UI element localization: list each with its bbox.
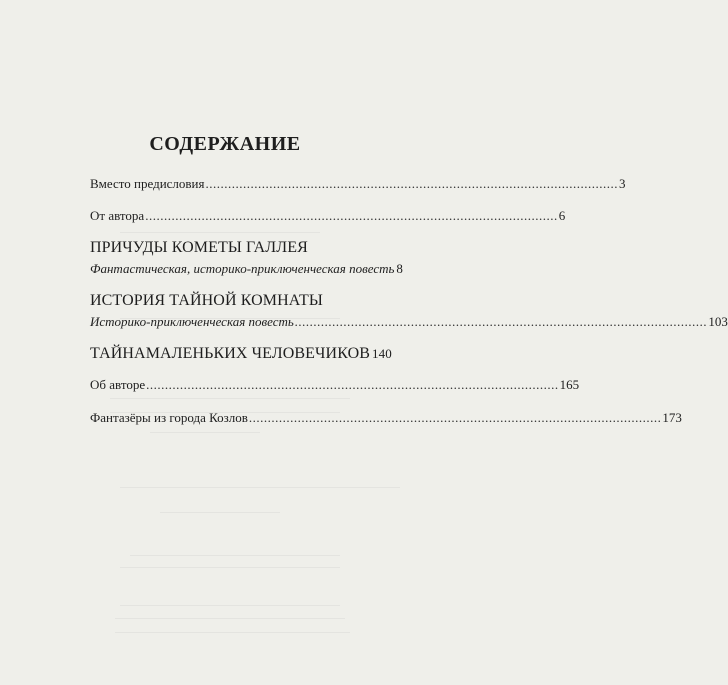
toc-entry-label: Об авторе [90, 377, 146, 392]
toc-entry-label: Фантазёры из города Козлов [90, 410, 248, 425]
toc-entry-label: От автора [90, 208, 145, 223]
page-title: СОДЕРЖАНИЕ [149, 133, 301, 155]
dot-leader: .............................................................................................................. [248, 410, 662, 425]
toc-page-number: 6 [558, 208, 566, 223]
toc-page-number: 173 [662, 410, 682, 425]
toc-entry-label: Вместо предисловия [90, 176, 205, 191]
toc-section-heading: ПРИЧУДЫ КОМЕТЫ ГАЛЛЕЯ [90, 239, 308, 256]
toc-page-number: 3 [618, 176, 626, 191]
toc-entry-subtitle: Историко-приключенческая повесть [90, 314, 294, 329]
toc-page-number: 8 [396, 261, 403, 276]
dot-leader: .............................................................................................................. [145, 208, 558, 223]
toc-section-heading: ТАЙНАМАЛЕНЬКИХ ЧЕЛОВЕЧИКОВ [90, 345, 370, 362]
toc-entry-dreamers [90, 410, 682, 426]
toc-page-number: 103 [708, 314, 728, 329]
toc-entry-little-people [90, 345, 392, 363]
toc-section-heading: ИСТОРИЯ ТАЙНОЙ КОМНАТЫ [90, 292, 323, 309]
dot-leader: .............................................................................................................. [205, 176, 618, 191]
toc-entry-subtitle: Фантастическая, историко-приключенческая повесть [90, 261, 395, 276]
toc-entry-from-author [90, 208, 566, 224]
toc-entry-secret-room [90, 292, 728, 330]
toc-entry-comet [90, 239, 403, 277]
dot-leader: .............................................................................................................. [294, 314, 708, 329]
toc-entry-about-author [90, 377, 580, 393]
dot-leader: .............................................................................................................. [146, 377, 559, 392]
toc-page-number: 165 [559, 377, 580, 392]
toc-entry-preface [90, 176, 626, 192]
toc-page-number: 140 [372, 346, 392, 361]
